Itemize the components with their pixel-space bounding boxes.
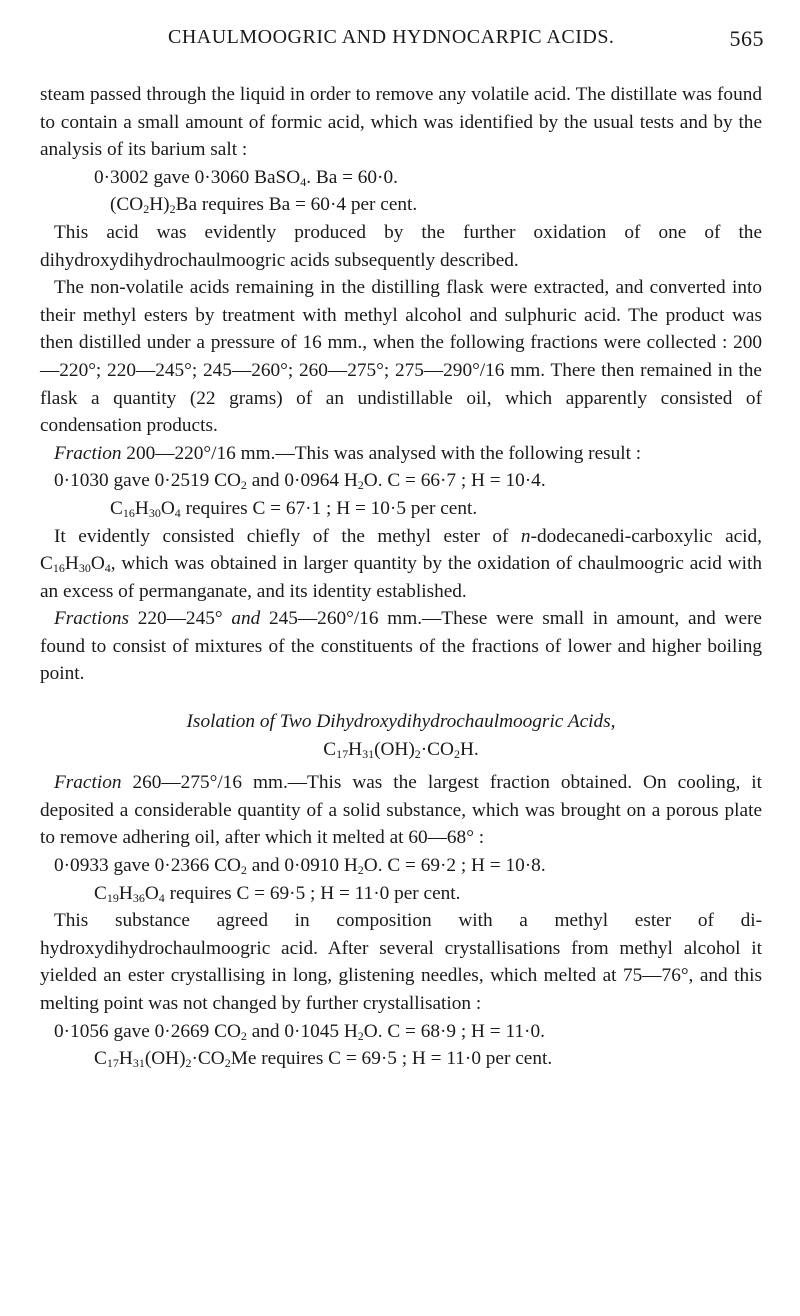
paragraph: Fractions 220—245° and 245—260°/16 mm.—These were small in amount, and were found to consist of mixtures of the constituents of the fractions of lower and higher boiling point. xyxy=(40,608,762,685)
running-header xyxy=(36,10,764,50)
paragraph: It evidently consisted chiefly of the methyl ester of n-dodecanedi-carboxylic acid, $C_{16}H_{30}O_4$, which was obtained in larger quantity by the oxidation of chaulmoogric acid with an excess of permanganate, and its identity established. xyxy=(40,525,762,602)
section-formula: $C_{17}H_{31}(OH)_2\cdot CO_2H$. xyxy=(323,738,479,761)
paragraph: The non-volatile acids remaining in the distilling flask were extracted, and converted into their methyl esters by treatment with methyl alcohol and sulphuric acid. The product was then distilled under a pressure of 16 mm., when the following fractions were collected : 200—220°; 220—245°; 245—260°; 260—275°; 275—290°/16 mm. There then remained in the flask a quantity (22 grams) of an undistillable oil, which apparently consisted of condensation products. xyxy=(40,277,762,437)
paragraph: Fraction 260—275°/16 mm.—This was the largest fraction obtained. On cooling, it deposited a considerable quantity of a solid substance, which was brought on a porous plate to remove adhering oil, after which it melted at 60—68° : xyxy=(40,772,762,849)
paragraph: Fraction 200—220°/16 mm.—This was analysed with the following result : xyxy=(54,442,642,464)
analysis-line: 0·1056 gave 0·2669 $CO_2$ and 0·1045 $H_2O$. C = 68·9 ; H = 11·0. xyxy=(54,1020,545,1043)
analysis-line: 0·3002 gave 0·3060 BaSO$_4$. Ba = 60·0. xyxy=(94,166,398,189)
paragraph: This substance agreed in composition with a methyl ester of di-hydroxydihydrochaulmoogric acid. After several crystallisations from methyl alcohol it yielded an ester crystallising in long, glistening needles, which melted at 75—76°, and this melting point was not changed by further crystallisation : xyxy=(40,910,762,1014)
body-text xyxy=(40,81,762,1073)
analysis-line: $(CO_2H)_2Ba$ requires Ba = 60·4 per cent. xyxy=(110,194,418,217)
analysis-line: $C_{16}H_{30}O_4$ requires C = 67·1 ; H = 10·5 per cent. xyxy=(110,497,478,520)
paragraph: steam passed through the liquid in order to remove any volatile acid. The distillate was found to contain a small amount of formic acid, which was identified by the usual tests and by the analysis of its barium salt : xyxy=(40,84,762,161)
section-heading: Isolation of Two Dihydroxydihydrochaulmoogric Acids, xyxy=(186,711,616,733)
analysis-line: $C_{19}H_{36}O_4$ requires C = 69·5 ; H = 11·0 per cent. xyxy=(94,882,461,905)
paragraph: This acid was evidently produced by the further oxidation of one of the dihydroxydihydrochaulmoogric acids subsequently described. xyxy=(40,221,762,271)
page-number: 565 xyxy=(729,26,764,51)
analysis-line: 0·0933 gave 0·2366 $CO_2$ and 0·0910 $H_2O$. C = 69·2 ; H = 10·8. xyxy=(54,855,546,878)
analysis-line: $C_{17}H_{31}(OH)_2\cdot CO_2Me$ requires C = 69·5 ; H = 11·0 per cent. xyxy=(94,1048,553,1071)
header-title: CHAULMOOGRIC AND HYDNOCARPIC ACIDS. xyxy=(168,26,615,48)
analysis-line: 0·1030 gave 0·2519 $CO_2$ and 0·0964 $H_2O$. C = 66·7 ; H = 10·4. xyxy=(54,470,546,493)
